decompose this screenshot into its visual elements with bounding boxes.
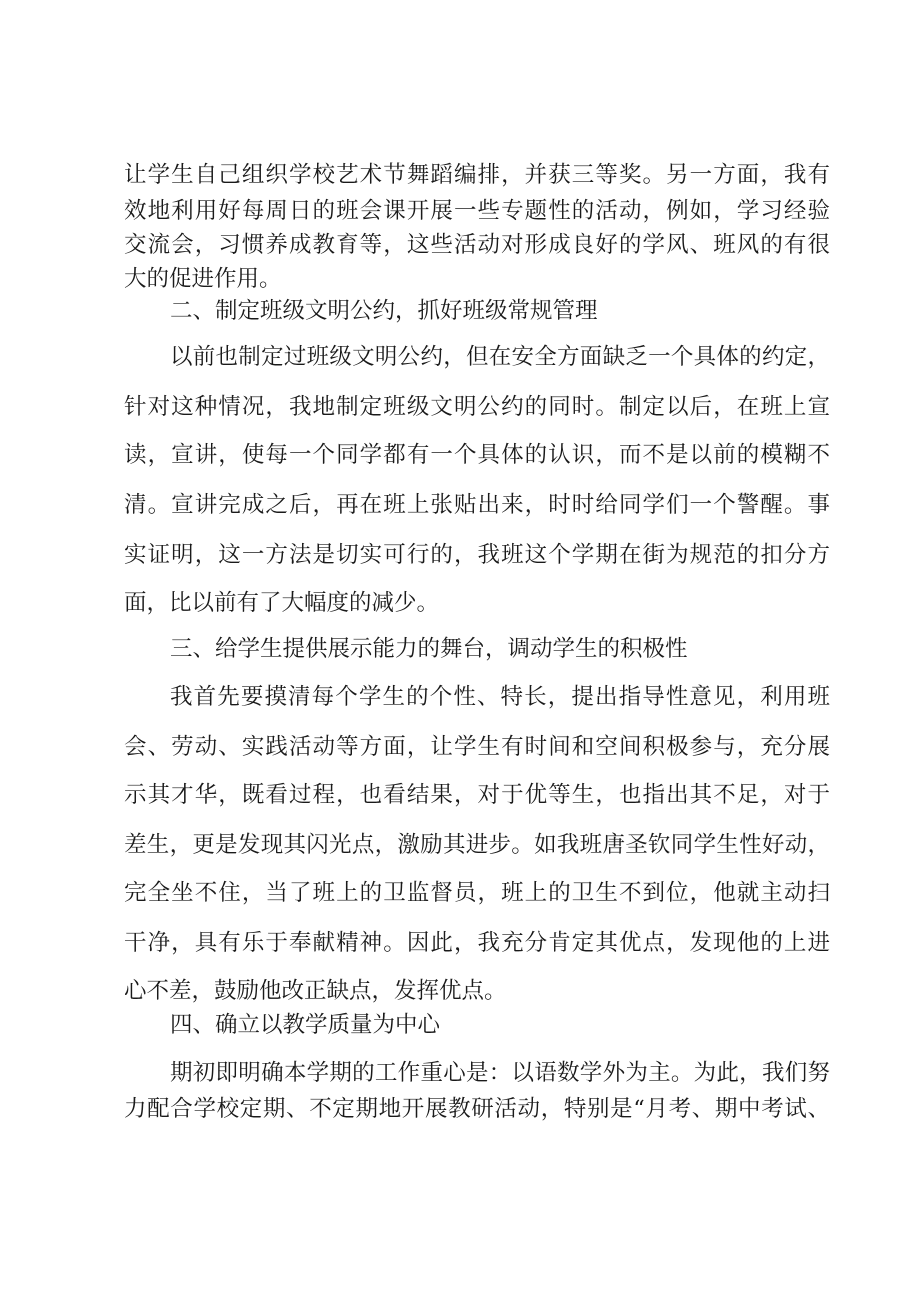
paragraph-line: 完全坐不住，当了班上的卫监督员，班上的卫生不到位，他就主动扫 [124, 880, 830, 906]
paragraph-line: 以前也制定过班级文明公约，但在安全方面缺乏一个具体的约定， [170, 344, 830, 370]
paragraph-line: 力配合学校定期、不定期地开展教研活动，特别是“月考、期中考试、 [124, 1096, 830, 1122]
paragraph-line: 我首先要摸清每个学生的个性、特长，提出指导性意见，利用班 [170, 684, 830, 710]
paragraph-line: 实证明，这一方法是切实可行的，我班这个学期在街为规范的扣分方 [124, 542, 830, 568]
paragraph-line: 差生，更是发现其闪光点，激励其进步。如我班唐圣钦同学生性好动， [124, 832, 830, 858]
paragraph-line: 大的促进作用。 [124, 266, 282, 292]
paragraph-line: 交流会，习惯养成教育等，这些活动对形成良好的学风、班风的有很 [124, 232, 830, 258]
paragraph-line: 让学生自己组织学校艺术节舞蹈编排，并获三等奖。另一方面，我有 [124, 162, 830, 188]
paragraph-line: 期初即明确本学期的工作重心是：以语数学外为主。为此，我们努 [170, 1060, 830, 1086]
paragraph-line: 会、劳动、实践活动等方面，让学生有时间和空间积极参与，充分展 [124, 734, 830, 760]
paragraph-line: 面，比以前有了大幅度的减少。 [124, 590, 440, 616]
paragraph-line: 读，宣讲，使每一个同学都有一个具体的认识，而不是以前的模糊不 [124, 442, 830, 468]
paragraph-line: 清。宣讲完成之后，再在班上张贴出来，时时给同学们一个警醒。事 [124, 492, 830, 518]
paragraph-line: 干净，具有乐于奉献精神。因此，我充分肯定其优点，发现他的上进 [124, 930, 830, 956]
paragraph-line: 示其才华，既看过程，也看结果，对于优等生，也指出其不足，对于 [124, 782, 830, 808]
paragraph-line: 心不差，鼓励他改正缺点，发挥优点。 [124, 978, 507, 1004]
section-heading: 二、制定班级文明公约，抓好班级常规管理 [170, 298, 598, 324]
section-heading: 四、确立以教学质量为中心 [170, 1012, 441, 1038]
paragraph-line: 效地利用好每周日的班会课开展一些专题性的活动，例如，学习经验 [124, 198, 830, 224]
section-heading: 三、给学生提供展示能力的舞台，调动学生的积极性 [170, 636, 688, 662]
paragraph-line: 针对这种情况，我地制定班级文明公约的同时。制定以后，在班上宣 [124, 394, 830, 420]
